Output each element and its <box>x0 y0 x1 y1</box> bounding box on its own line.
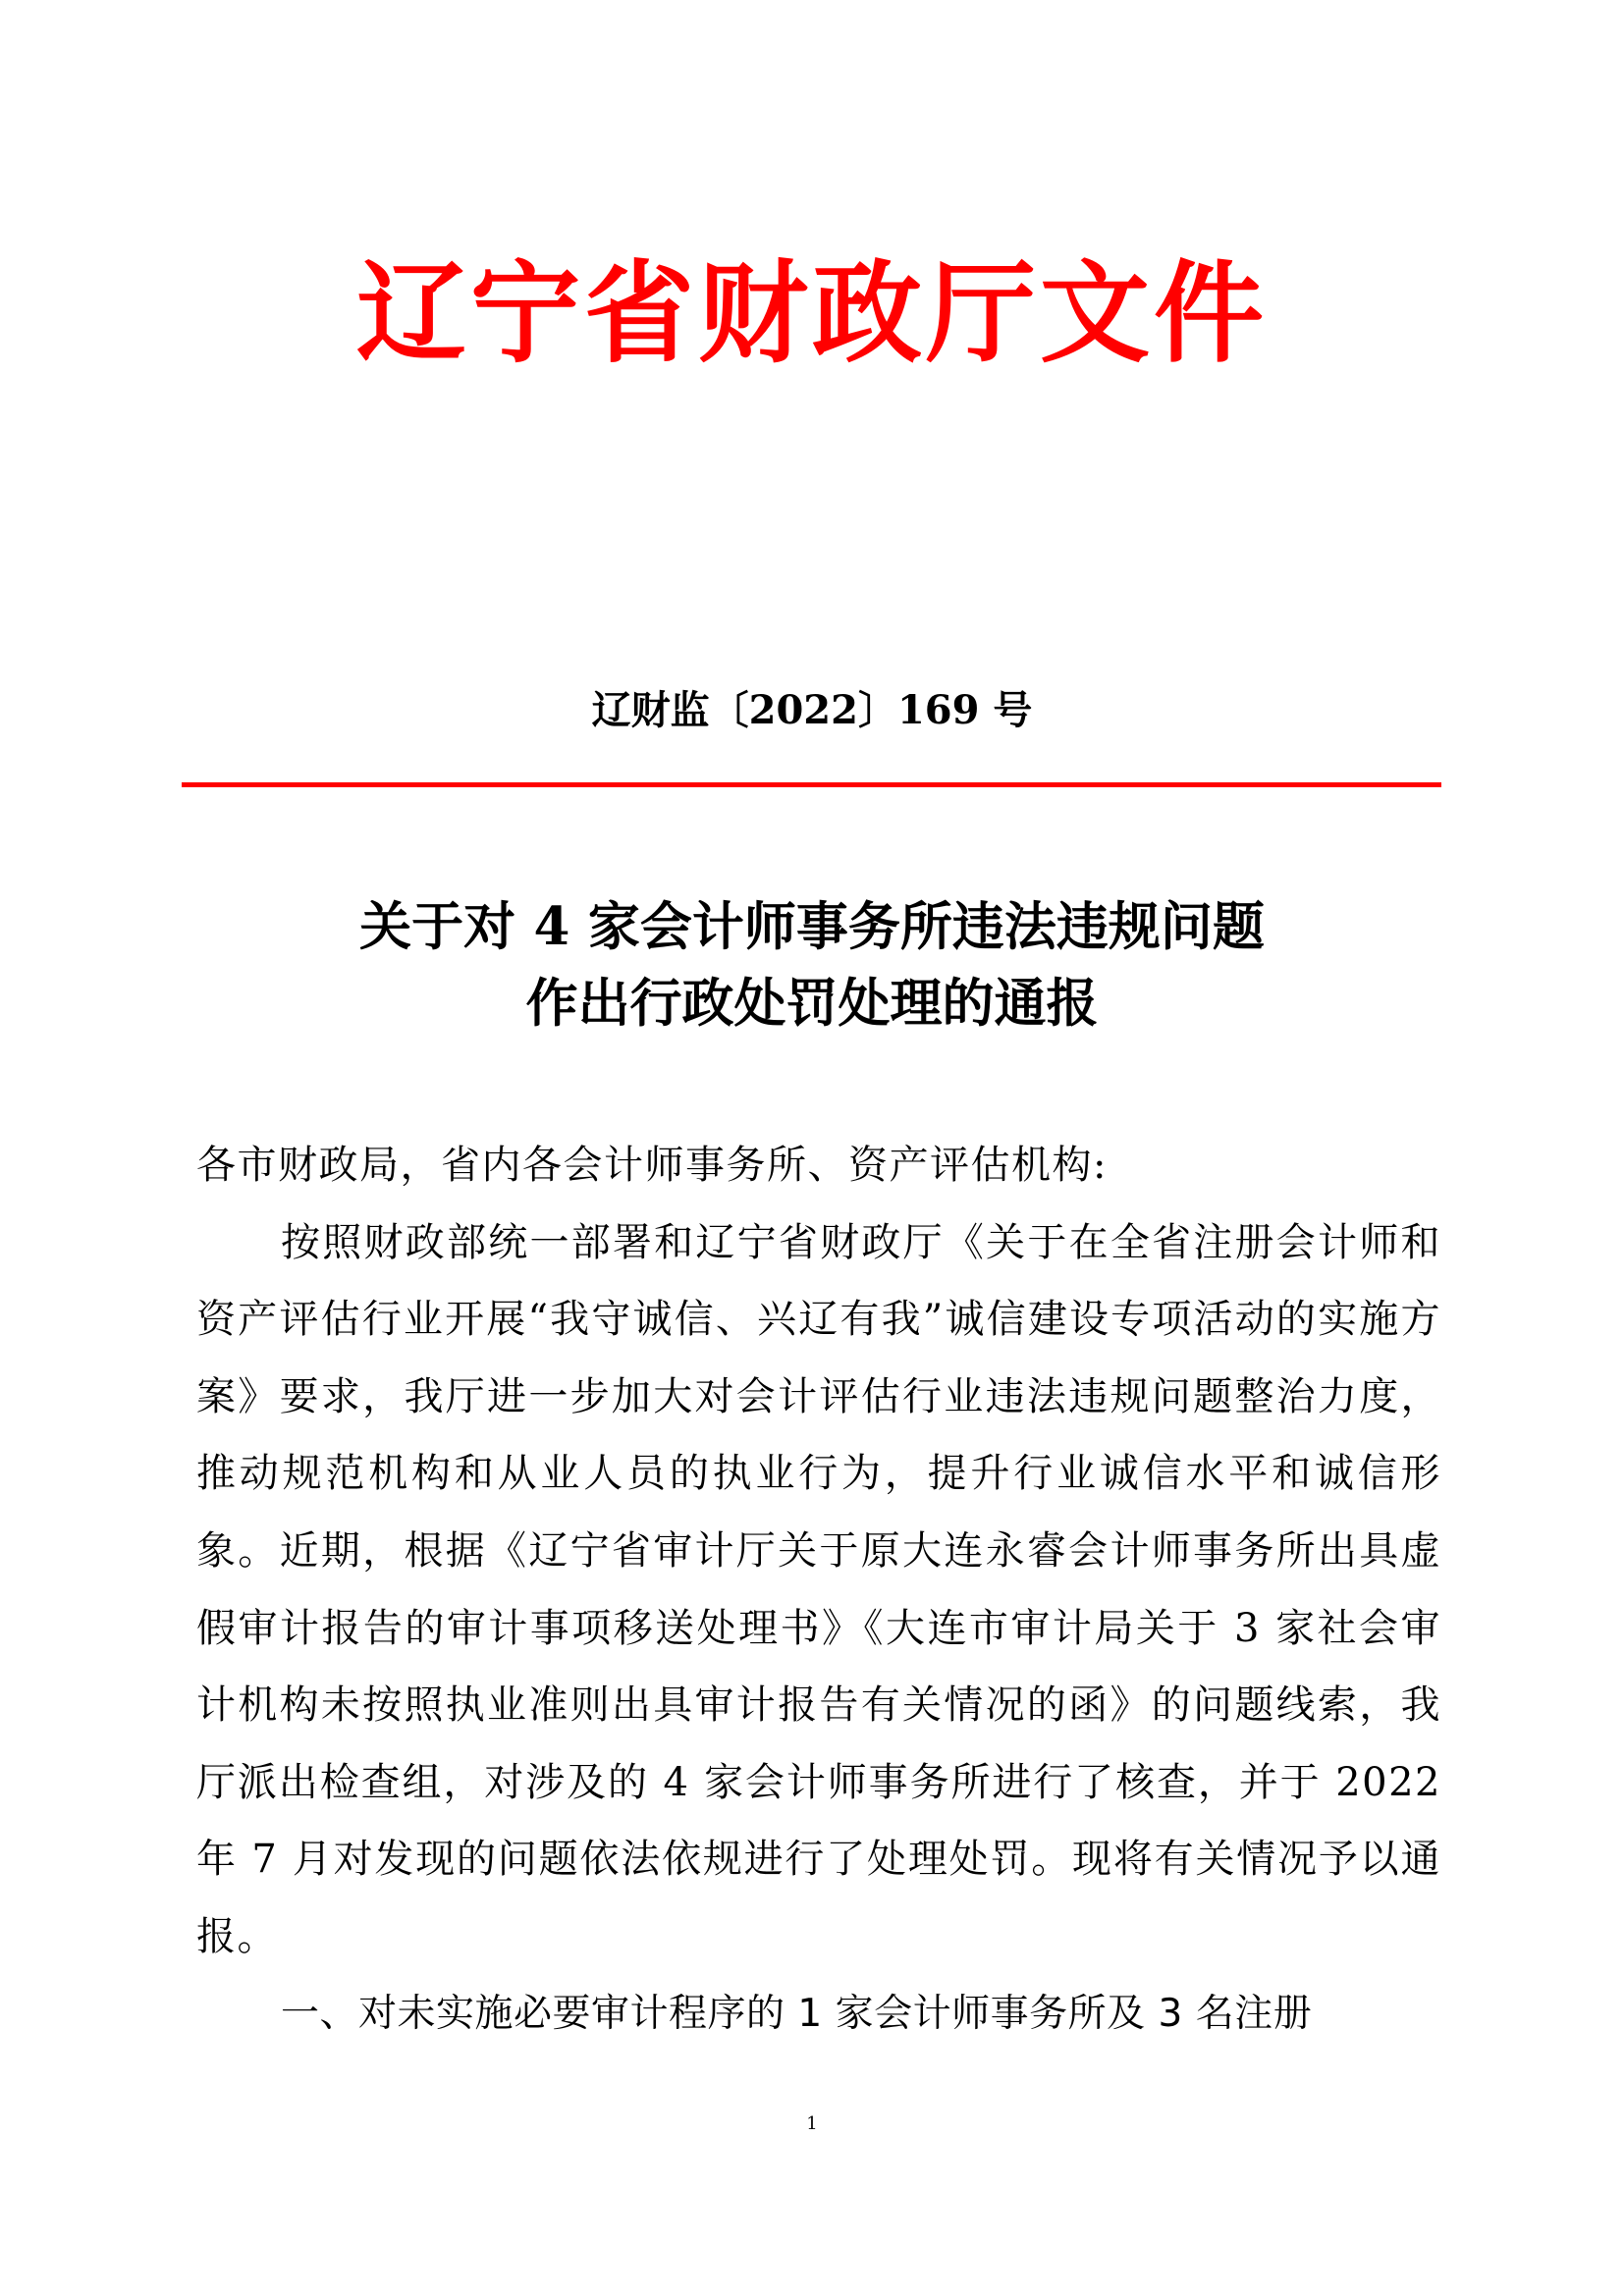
title-line-1: 关于对 4 家会计师事务所违法违规问题 <box>359 896 1265 957</box>
document-title <box>0 888 1624 1041</box>
section-heading-1: 一、对未实施必要审计程序的 1 家会计师事务所及 3 名注册 <box>281 1991 1313 2036</box>
page-number: 1 <box>806 2113 818 2134</box>
document-masthead: 辽宁省财政厅文件 <box>356 250 1268 378</box>
salutation: 各市财政局，省内各会计师事务所、资产评估机构: <box>196 1143 1108 1188</box>
title-line-2: 作出行政处罚处理的通报 <box>525 973 1099 1034</box>
red-separator-rule <box>182 782 1441 787</box>
document-body <box>196 1127 1441 2053</box>
body-paragraph-1: 按照财政部统一部署和辽宁省财政厅《关于在全省注册会计师和资产评估行业开展“我守诚信、兴辽有我”诚信建设专项活动的实施方案》要求，我厅进一步加大对会计评估行业违法违规问题整治力度，推动规范机构和从业人员的执业行为，提升行业诚信水平和诚信形象。近期，根据《辽宁省审计厅关于原大连永睿会计师事务所出具虚假审计报告的审计事项移送处理书》《大连市审计局关于 3 家社会审计机构未按照执业准则出具审计报告有关情况的函》的问题线索，我厅派出检查组，对涉及的 4 家会计师事务所进行了核查，并于 2022 年 7 月对发现的问题依法依规进行了处理处罚。现将有关情况予以通报。 <box>196 1219 1441 1959</box>
document-number: 辽财监〔2022〕169 号 <box>591 687 1033 733</box>
